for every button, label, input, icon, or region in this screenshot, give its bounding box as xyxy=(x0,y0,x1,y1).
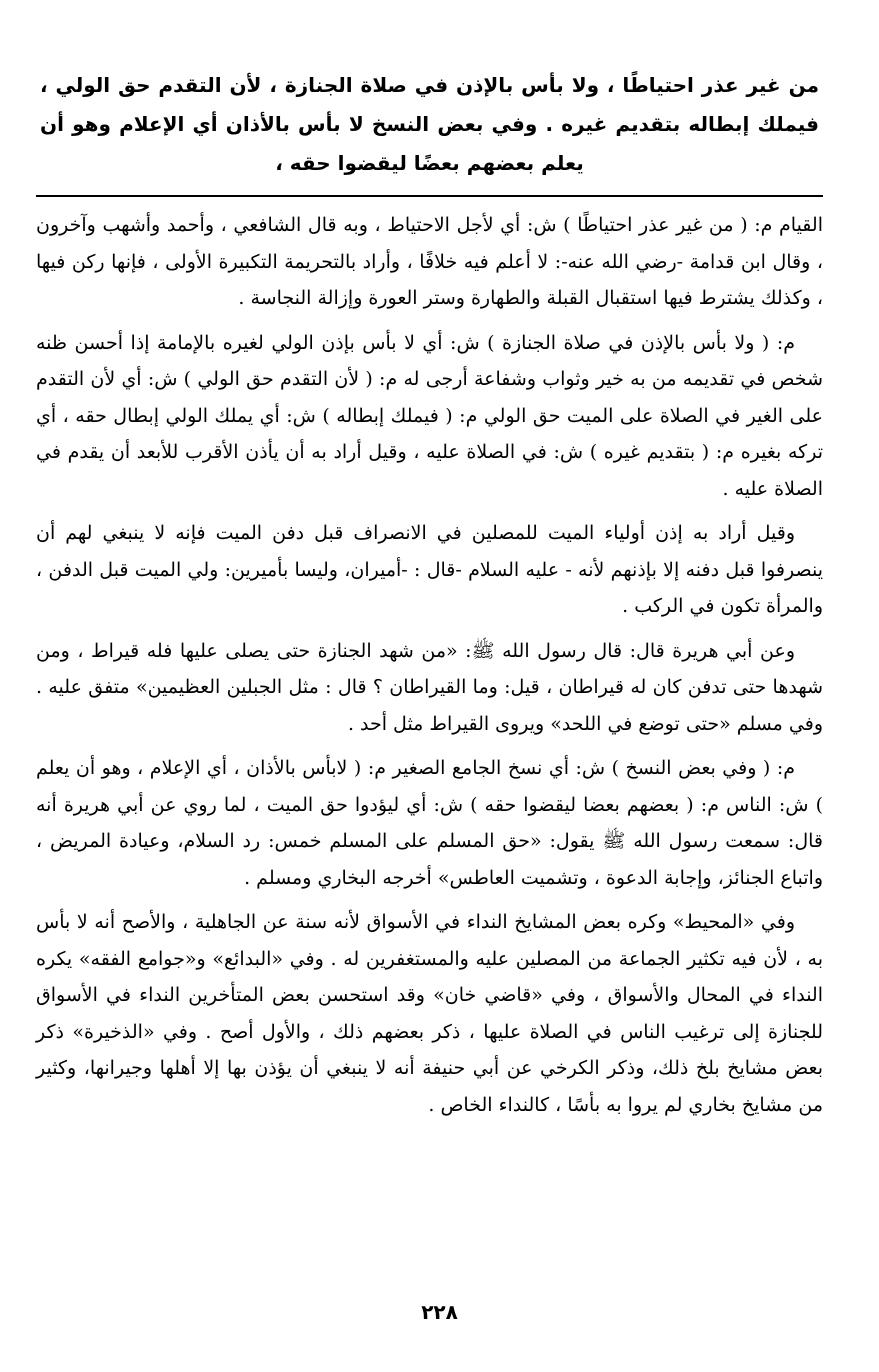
commentary-paragraph: وفي «المحيط» وكره بعض المشايخ النداء في الأسواق لأنه سنة عن الجاهلية ، والأصح أنه لا بأس به ، لأن فيه تكثير الجماعة من المصلين عليه والمستغفرين له . وفي «البدائع» و«جوامع الفقه» يكره النداء في المحال والأسواق ، وفي «قاضي خان» وقد استحسن بعض المتأخرين النداء في الأسواق للجنازة إلى ترغيب الناس في الصلاة عليها ، ذكر بعضهم ذلك ، والأول أصح . وفي «الذخيرة» ذكر بعض مشايخ بلخ ذلك، وذكر الكرخي عن أبي حنيفة أنه لا ينبغي أن يؤذن بها إلا أهلها وجيرانها، وكثير من مشايخ بخاري لم يروا به بأسًا ، كالنداء الخاص . xyxy=(36,911,823,1116)
commentary-paragraph: القيام م: ( من غير عذر احتياطًا ) ش: أي لأجل الاحتياط ، وبه قال الشافعي ، وأحمد وأشهب وآخرون ، وقال ابن قدامة -رضي الله عنه-: لا أعلم فيه خلافًا ، وأراد بالتحريمة التكبيرة الأولى ، فإنها ركن فيها ، وكذلك يشترط فيها استقبال القبلة والطهارة وستر العورة وإزالة النجاسة . xyxy=(36,214,823,309)
commentary-paragraph: وعن أبي هريرة قال: قال رسول الله ﷺ: «من شهد الجنازة حتى يصلى عليها فله قيراط ، ومن شهدها حتى تدفن كان له قيراطان ، قيل: وما القيراطان ؟ قال : مثل الجبلين العظيمين» متفق عليه . وفي مسلم «حتى توضع في اللحد» ويروى القيراط مثل أحد . xyxy=(36,639,823,735)
page-number: ٢٢٨ xyxy=(421,1300,458,1324)
matn-text: من غير عذر احتياطًا ، ولا بأس بالإذن في صلاة الجنازة ، لأن التقدم حق الولي ، فيملك إبطاله بتقديم غيره . وفي بعض النسخ لا بأس بالأذان أي الإعلام وهو أن يعلم بعضهم بعضًا ليقضوا حقه ، xyxy=(40,73,819,175)
page xyxy=(36,66,823,1131)
separator-rule xyxy=(36,195,823,197)
commentary-paragraph: م: ( وفي بعض النسخ ) ش: أي نسخ الجامع الصغير م: ( لابأس بالأذان ، أي الإعلام ، وهو أن يعلم ) ش: الناس م: ( بعضهم بعضا ليقضوا حقه ) ش: أي ليؤدوا حق الميت ، لما روي عن أبي هريرة أنه قال: سمعت رسول الله ﷺ يقول: «حق المسلم على المسلم خمس: رد السلام، وعيادة المريض ، واتباع الجنائز، وإجابة الدعوة ، وتشميت العاطس» أخرجه البخاري ومسلم . xyxy=(36,757,823,889)
commentary-paragraph: م: ( ولا بأس بالإذن في صلاة الجنازة ) ش: أي لا بأس بإذن الولي لغيره بالإمامة إذا أحسن ظنه شخص في تقديمه من به خير وثواب وشفاعة أرجى له م: ( لأن التقدم حق الولي ) ش: أي لأن التقدم على الغير في الصلاة على الميت حق الولي م: ( فيملك إبطاله ) ش: أي يملك الولي إبطال حقه ، أي تركه بغيره م: ( بتقديم غيره ) ش: في الصلاة عليه ، وقيل أراد به أن يأذن الأقرب للأبعد أن يقدم في الصلاة عليه . xyxy=(36,331,823,500)
commentary-paragraph: وقيل أراد به إذن أولياء الميت للمصلين في الانصراف قبل دفن الميت فإنه لا ينبغي لهم أن ينصرفوا قبل دفنه إلا بإذنهم لأنه - عليه السلام -قال : -أميران، وليسا بأميرين: ولي الميت قبل الدفن ، والمرأة تكون في الركب . xyxy=(36,522,823,617)
commentary xyxy=(36,207,823,1123)
